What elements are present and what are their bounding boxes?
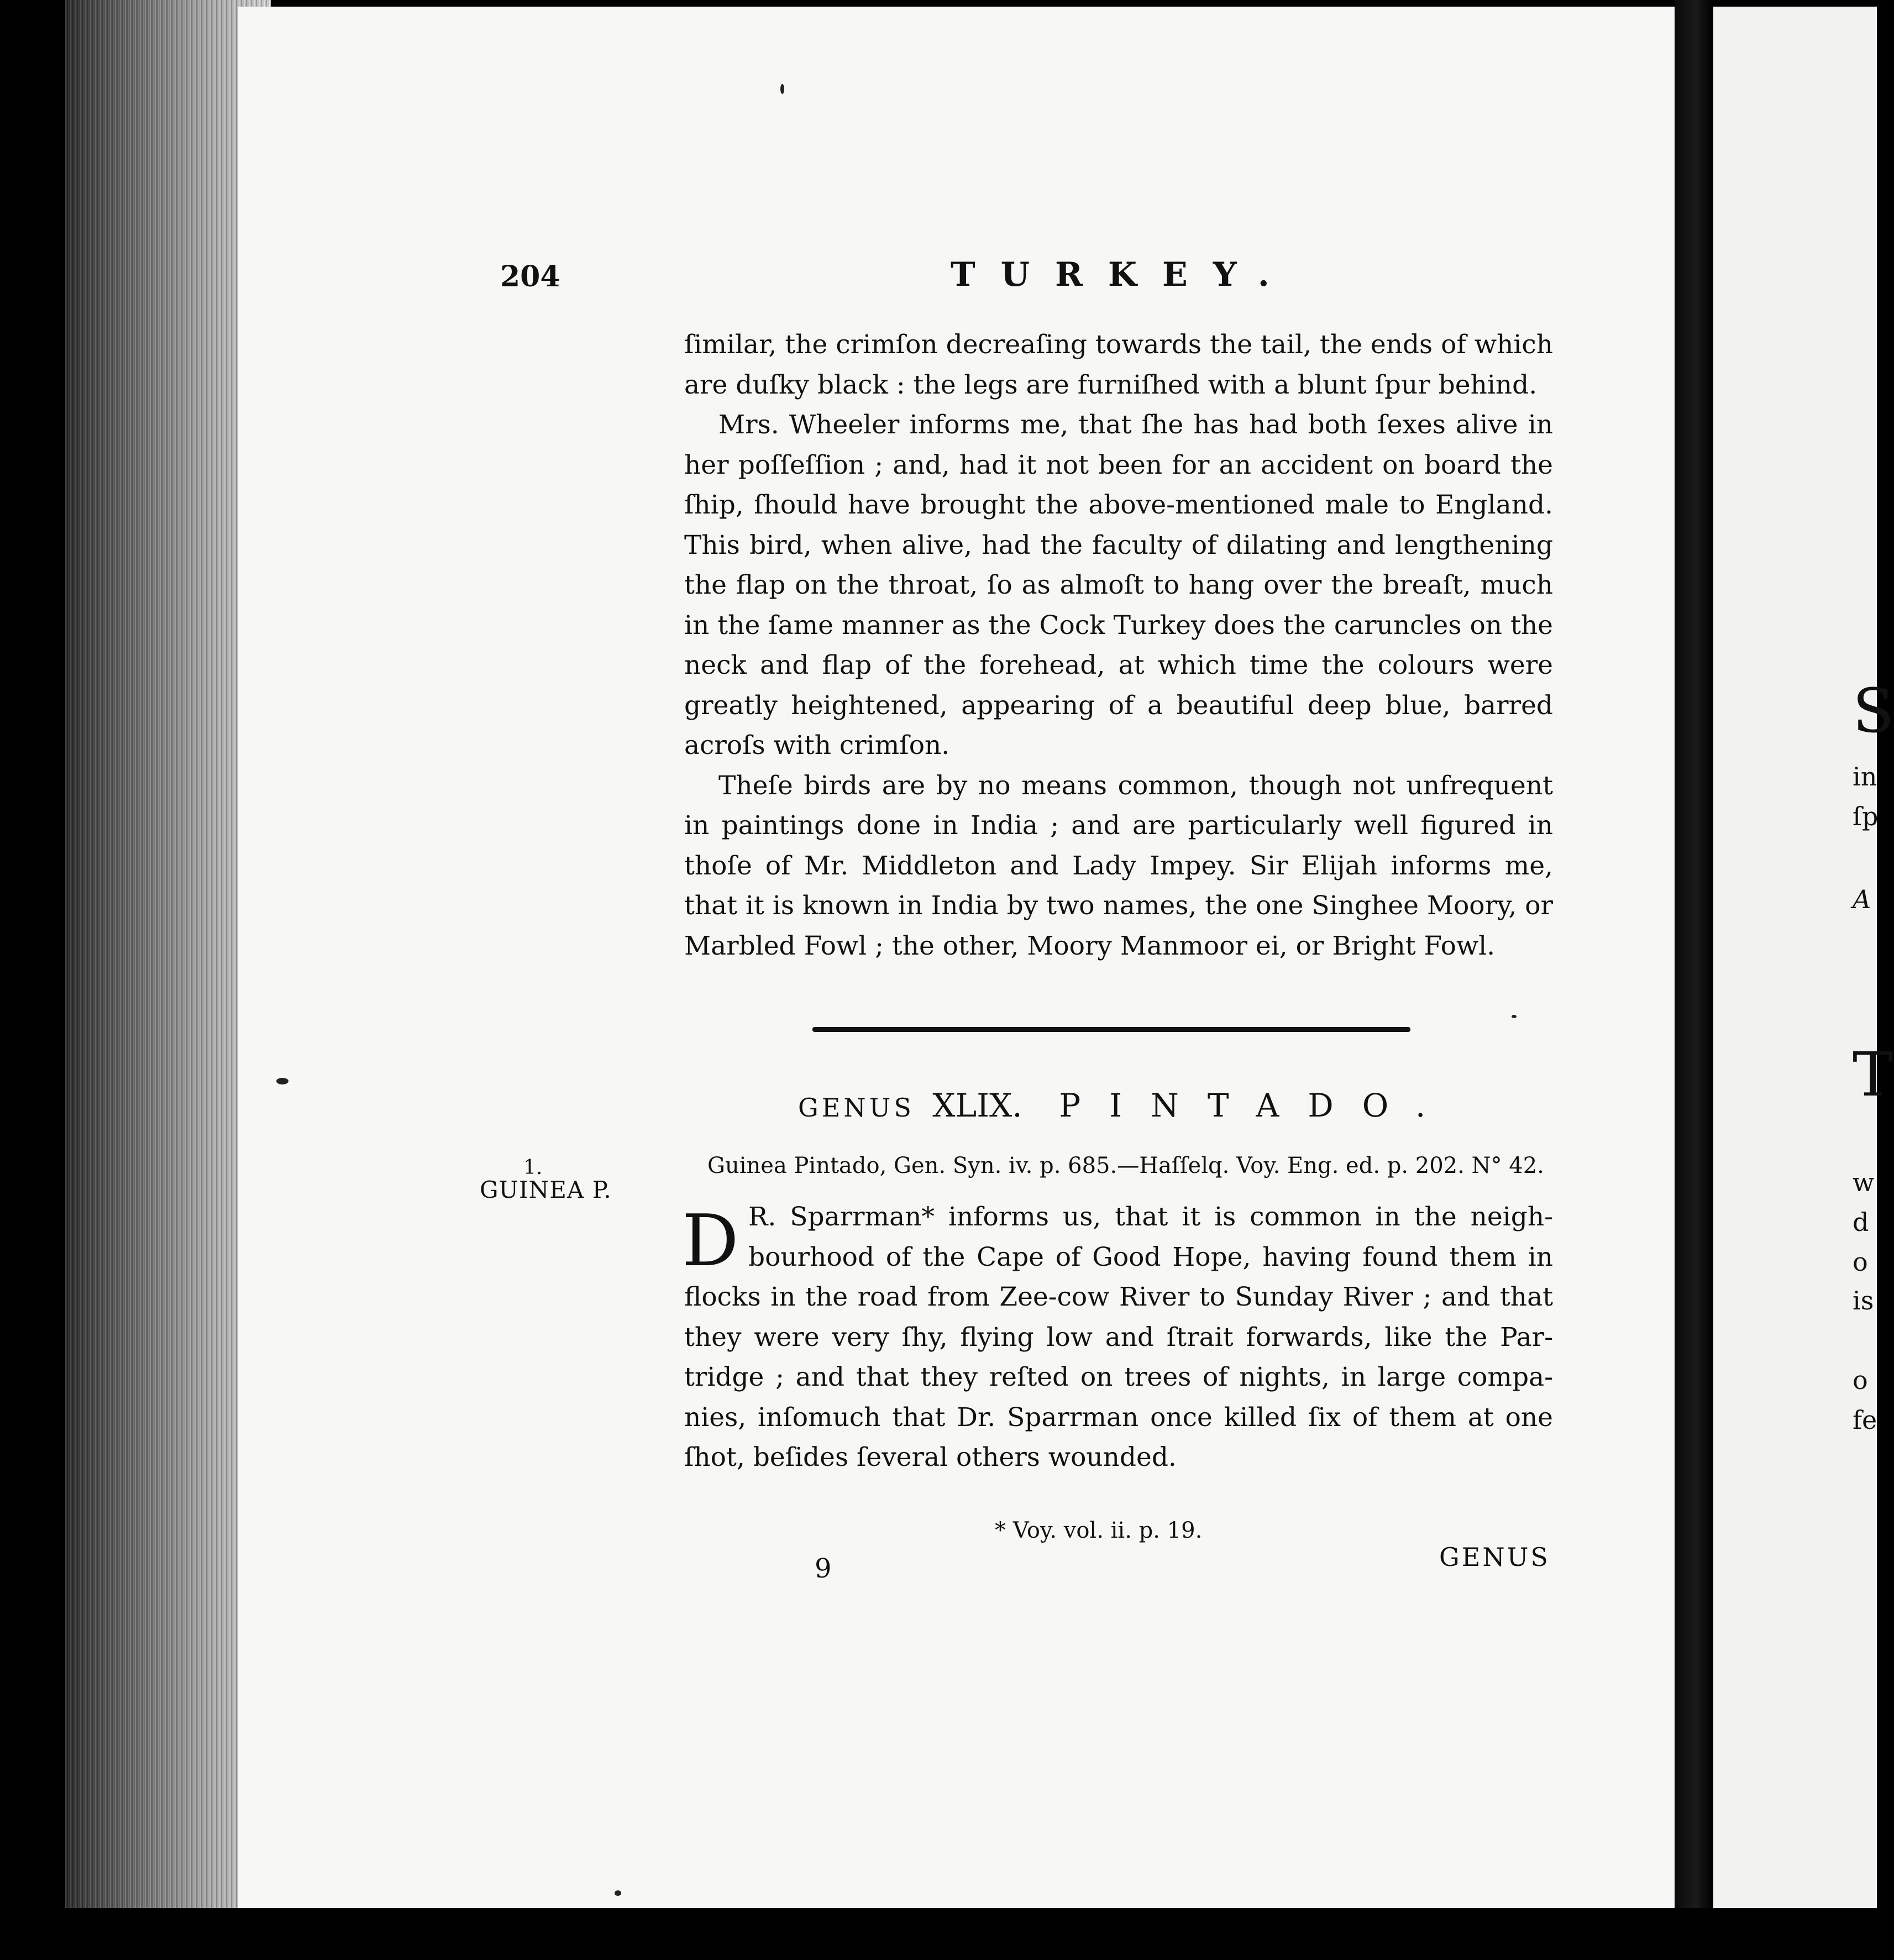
- text-line: that it is known in India by two names, the one Singhee Moory, or: [684, 890, 1553, 921]
- text-line: the flap on the throat, ſo as almoſt to hang over the breaſt, much: [684, 570, 1553, 600]
- adjacent-page: [1713, 7, 1877, 1908]
- text-line: in the ſame manner as the Cock Turkey does the caruncles on the: [684, 610, 1553, 641]
- scan-speck: [615, 1890, 621, 1896]
- text-line: her poſſeſſion ; and, had it not been for an accident on board the: [684, 449, 1553, 480]
- text-line: tridge ; and that they reſted on trees of nights, in large compa-: [684, 1362, 1553, 1392]
- scan-speck: [1512, 1015, 1517, 1018]
- text-line: nies, inſomuch that Dr. Sparrman once killed ſix of them at one: [684, 1402, 1553, 1433]
- synonymy-line: Guinea Pintado, Gen. Syn. iv. p. 685.—Haſſelq. Voy. Eng. ed. p. 202. N° 42.: [707, 1153, 1544, 1178]
- text-line: in paintings done in India ; and are particularly well figured in: [684, 810, 1553, 841]
- text-line: bourhood of the Cape of Good Hope, having found them in: [748, 1241, 1553, 1272]
- drop-cap: D: [682, 1200, 739, 1282]
- text-line: flocks in the road from Zee-cow River to Sunday River ; and that: [684, 1282, 1553, 1312]
- adjacent-page-fragment: w: [1853, 1167, 1875, 1197]
- adjacent-page-fragment: in: [1853, 762, 1877, 792]
- genus-number: XLIX.: [932, 1087, 1022, 1124]
- footnote: * Voy. vol. ii. p. 19.: [995, 1518, 1203, 1543]
- genus-word: GENUS: [798, 1093, 915, 1123]
- adjacent-page-fragment: T: [1853, 1039, 1893, 1110]
- adjacent-page-fragment: S: [1853, 675, 1894, 746]
- text-line: ſhot, beſides ſeveral others wounded.: [684, 1442, 1177, 1472]
- adjacent-page-fragment: d: [1853, 1207, 1869, 1237]
- text-line: ſhip, ſhould have brought the above-mentioned male to England.: [684, 490, 1553, 520]
- adjacent-page-fragment: A: [1853, 884, 1871, 914]
- text-line: greatly heightened, appearing of a beautiful deep blue, barred: [684, 690, 1553, 721]
- text-line: R. Sparrman* informs us, that it is common in the neigh-: [748, 1202, 1553, 1232]
- species-number: 1.: [523, 1156, 543, 1179]
- text-line: neck and flap of the forehead, at which time the colours were: [684, 650, 1553, 680]
- scan-border: [0, 1908, 1877, 1960]
- species-margin-label: GUINEA P.: [480, 1176, 612, 1203]
- text-line: are duſky black : the legs are furniſhed with a blunt ſpur behind.: [684, 369, 1538, 400]
- scan-speck: [780, 84, 784, 94]
- text-line: This bird, when alive, had the faculty of dilating and lengthening: [684, 530, 1553, 560]
- adjacent-page-fragment: fe: [1853, 1405, 1877, 1435]
- page-number: 204: [500, 260, 560, 294]
- book-gutter: [1675, 0, 1713, 1960]
- text-line: ſimilar, the crimſon decreaſing towards the tail, the ends of which: [684, 329, 1553, 360]
- pintado-description-text: [684, 1197, 1553, 1478]
- scan-speck: [276, 1078, 288, 1084]
- adjacent-page-fragment: o: [1853, 1247, 1868, 1277]
- turkey-description-text: [684, 325, 1553, 966]
- adjacent-page-fragment: is: [1853, 1286, 1874, 1316]
- text-line: Mrs. Wheeler informs me, that ſhe has had both ſexes alive in: [718, 410, 1553, 440]
- genus-name: PINTADO.: [1059, 1087, 1455, 1124]
- text-line: they were very ſhy, flying low and ſtrait forwards, like the Par-: [684, 1322, 1553, 1353]
- text-line: thoſe of Mr. Middleton and Lady Impey. Sir Elijah informs me,: [684, 850, 1553, 881]
- text-line: Marbled Fowl ; the other, Moory Manmoor ei, or Bright Fowl.: [684, 930, 1496, 961]
- text-line: Theſe birds are by no means common, though not unfrequent: [718, 770, 1553, 801]
- text-line: acroſs with crimſon.: [684, 730, 950, 761]
- genus-heading: [798, 1087, 1454, 1124]
- catchword: GENUS: [1439, 1542, 1550, 1572]
- signature-mark: 9: [815, 1553, 832, 1584]
- section-rule: [812, 1027, 1410, 1032]
- running-title: TURKEY.: [951, 255, 1295, 294]
- adjacent-page-fragment: ſp: [1853, 801, 1879, 831]
- adjacent-page-fragment: o: [1853, 1365, 1868, 1395]
